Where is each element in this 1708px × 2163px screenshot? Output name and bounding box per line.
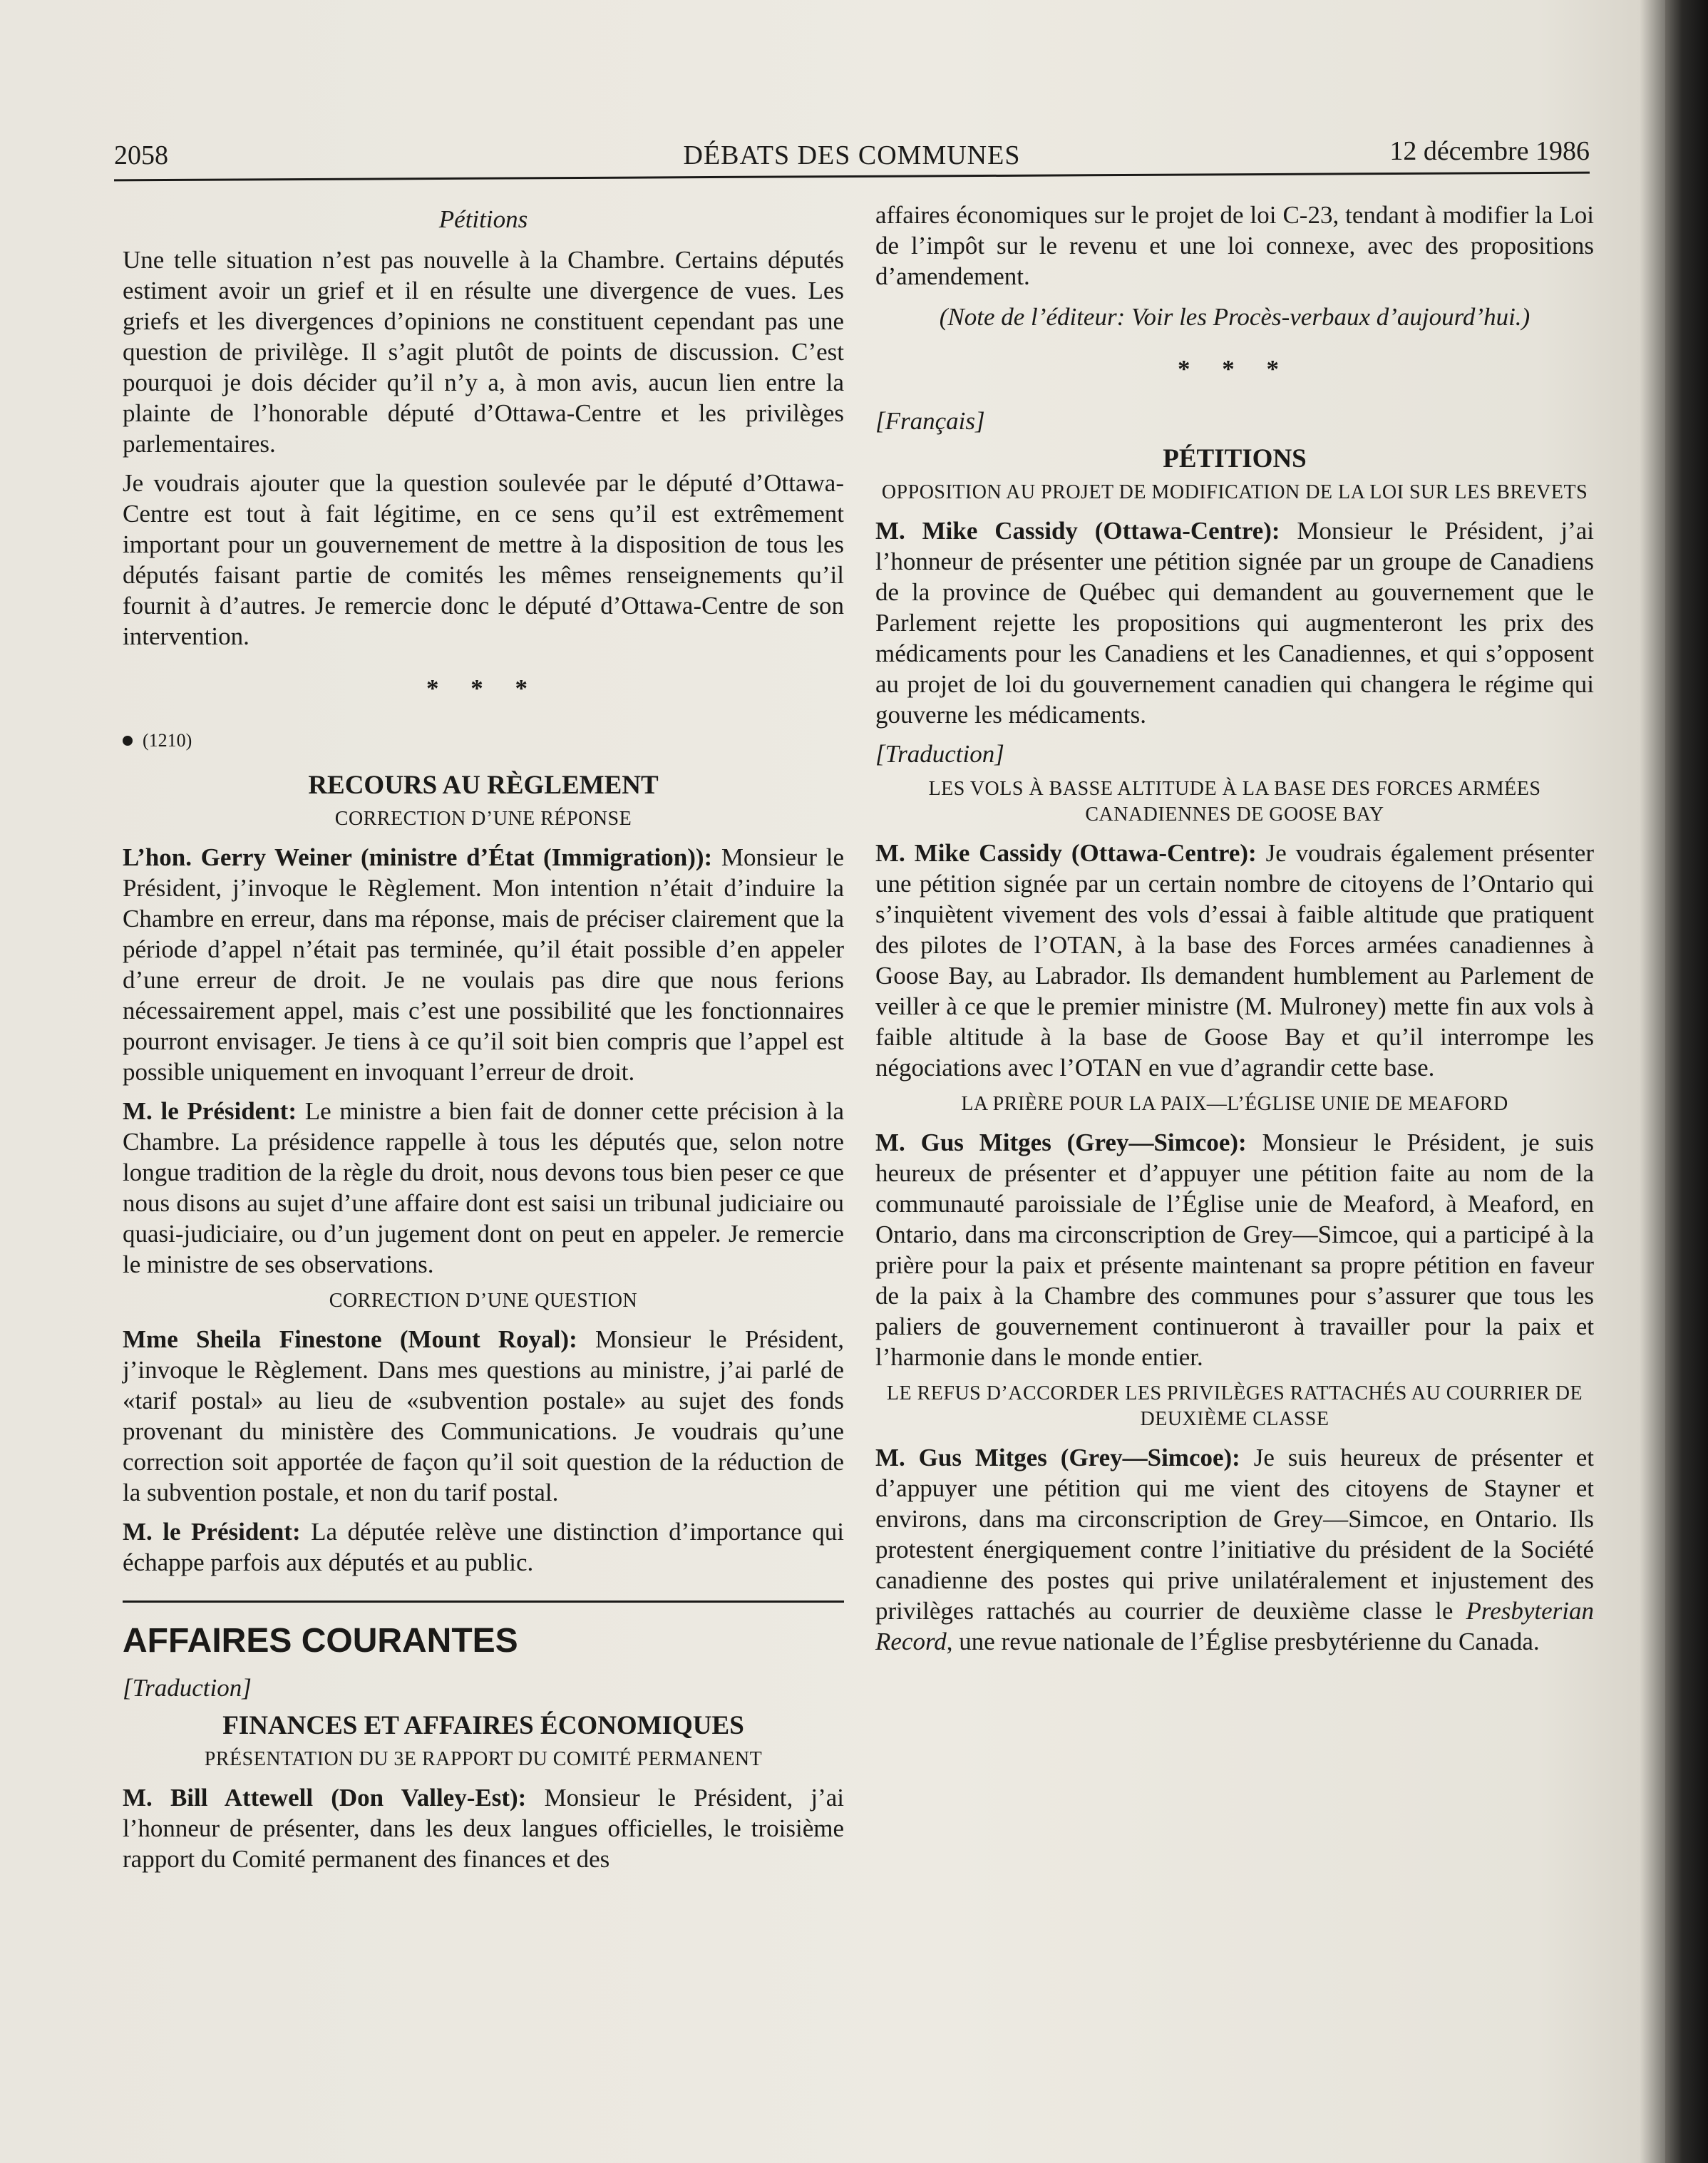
language-tag: [Traduction] bbox=[123, 1674, 252, 1702]
subsection-heading: PRÉSENTATION DU 3E RAPPORT DU COMITÉ PERMANENT bbox=[204, 1748, 763, 1770]
left-column bbox=[123, 200, 844, 1883]
publication-title: DÉBATS DES COMMUNES bbox=[683, 140, 1021, 170]
speech-text: Je suis heureux de présenter et d’appuyer une pétition qui me vient des citoyens de Stayner et environs, dans ma circonscription de Grey—Simcoe, en Ontario. Ils protestent énergiquement contre l’initiative du président de la Société canadienne des postes qui prive unilatéralement et injustement des privilèges rattachés au courrier de deuxième classe le bbox=[875, 1444, 1594, 1625]
editor-note: (Note de l’éditeur: Voir les Procès-verbaux d’aujourd’hui.) bbox=[939, 303, 1530, 331]
speech bbox=[123, 1516, 844, 1578]
speech bbox=[875, 1127, 1594, 1372]
section-heading: RECOURS AU RÈGLEMENT bbox=[308, 771, 659, 800]
bullet-dot-icon bbox=[123, 736, 133, 746]
book-spine bbox=[1665, 0, 1708, 2163]
major-heading: AFFAIRES COURANTES bbox=[123, 1622, 518, 1660]
speech-text: , une revue nationale de l’Église presbytérienne du Canada. bbox=[946, 1628, 1540, 1655]
publication-name: Presbyterian Record bbox=[875, 1597, 1595, 1655]
speaker-name: M. Bill Attewell (Don Valley-Est): bbox=[123, 1784, 527, 1812]
subsection-heading: LES VOLS À BASSE ALTITUDE À LA BASE DES FORCES ARMÉES CANADIENNES DE GOOSE BAY bbox=[928, 778, 1541, 826]
time-marker bbox=[123, 725, 844, 756]
speech bbox=[123, 1782, 844, 1874]
speaker-name: M. Gus Mitges (Grey—Simcoe): bbox=[875, 1444, 1240, 1471]
time-stamp: (1210) bbox=[143, 730, 192, 751]
speech bbox=[123, 1324, 844, 1508]
speech bbox=[875, 515, 1594, 730]
page-number: 2058 bbox=[114, 140, 168, 170]
subsection-heading: CORRECTION D’UNE RÉPONSE bbox=[334, 808, 632, 830]
section-separator: * * * bbox=[1178, 355, 1292, 383]
speech bbox=[123, 1096, 844, 1280]
speech bbox=[875, 838, 1594, 1083]
speech-text: Monsieur le Président, j’ai l’honneur de présenter une pétition signée par un groupe de Canadiens de la province de Québec qui demandent au gouvernement que le Parlement rejette les propositions qui augmenteront les prix des médicaments pour les Canadiens et les Canadiennes, et qui s’opposent au projet de loi du gouvernement canadien qui changera le régime qui gouverne les médicaments. bbox=[875, 517, 1595, 729]
language-tag: [Français] bbox=[875, 407, 985, 435]
language-tag: [Traduction] bbox=[875, 740, 1004, 768]
speech-text: Monsieur le Président, j’ai l’honneur de présenter, dans les deux langues officielles, le troisième rapport du Comité permanent des finances et des bbox=[123, 1784, 845, 1873]
speech-text: Monsieur le Président, j’invoque le Règlement. Mon intention n’était d’induire la Chambre en erreur, dans ma réponse, mais de préciser clairement que la période d’appel n’était pas terminée, qu’il était possible d’en appeler d’une erreur de droit. Je ne voulais pas dire que nous ferions nécessairement appel, mais c’est une possibilité que les fonctionnaires pourront envisager. Je tiens à ce qu’il soit bien compris que l’appel est possible uniquement en invoquant l’erreur de droit. bbox=[123, 843, 844, 1086]
speaker-name: M. le Président: bbox=[123, 1518, 301, 1546]
paragraph: affaires économiques sur le projet de loi C-23, tendant à modifier la Loi de l’impôt sur le revenu et une loi connexe, avec des propositions d’amendement. bbox=[875, 201, 1594, 290]
subsection-heading: CORRECTION D’UNE QUESTION bbox=[329, 1290, 638, 1312]
speaker-name: L’hon. Gerry Weiner (ministre d’État (Immigration)): bbox=[123, 843, 713, 871]
right-column bbox=[875, 200, 1594, 1665]
section-heading: PÉTITIONS bbox=[1163, 444, 1307, 473]
paragraph: Je voudrais ajouter que la question soulevée par le député d’Ottawa-Centre est tout à fait légitime, en ce sens qu’il est extrêmement important pour un gouvernement de mettre à la disposition de tous les députés faisant partie de comités les mêmes renseignements qu’il fournit à d’autres. Je remercie donc le député d’Ottawa-Centre de son intervention. bbox=[123, 469, 844, 650]
subsection-heading: LA PRIÈRE POUR LA PAIX—L’ÉGLISE UNIE DE MEAFORD bbox=[961, 1093, 1508, 1115]
publication-date: 12 décembre 1986 bbox=[1389, 136, 1590, 166]
speech-text: Je voudrais également présenter une pétition signée par un certain nombre de citoyens de l’Ontario qui s’inquiètent vivement des vols d’essai à faible altitude que pratiquent des pilotes de l’OTAN, à la base des Forces armées canadiennes à Goose Bay, au Labrador. Ils demandent humblement au Parlement de veiller à ce que le premier ministre (M. Mulroney) mette fin aux vols à faible altitude à la base de Goose Bay et qu’il interrompe les négociations avec l’OTAN en vue d’agrandir cette base. bbox=[875, 839, 1594, 1082]
speaker-name: M. le Président: bbox=[123, 1097, 297, 1125]
section-separator: * * * bbox=[426, 674, 540, 702]
section-heading: FINANCES ET AFFAIRES ÉCONOMIQUES bbox=[222, 1711, 744, 1740]
subsection-heading: LE REFUS D’ACCORDER LES PRIVILÈGES RATTACHÉS AU COURRIER DE DEUXIÈME CLASSE bbox=[886, 1382, 1583, 1430]
paragraph: Une telle situation n’est pas nouvelle à la Chambre. Certains députés estiment avoir un grief et il en résulte une divergence de vues. Les griefs et les divergences d’opinions ne constituent cependant pas une question de privilège. Il s’agit plutôt de points de discussion. C’est pourquoi je dois décider qu’il n’y a, à mon avis, aucun lien entre la plainte de l’honorable député d’Ottawa-Centre et les privilèges parlementaires. bbox=[123, 246, 844, 458]
running-head: Pétitions bbox=[438, 205, 528, 233]
speaker-name: M. Gus Mitges (Grey—Simcoe): bbox=[875, 1129, 1247, 1156]
page-header bbox=[114, 136, 1590, 175]
speech-text: La députée relève une distinction d’importance qui échappe parfois aux députés et au public. bbox=[123, 1518, 844, 1576]
speaker-name: M. Mike Cassidy (Ottawa-Centre): bbox=[875, 517, 1280, 545]
speaker-name: M. Mike Cassidy (Ottawa-Centre): bbox=[875, 839, 1257, 867]
section-divider bbox=[123, 1601, 844, 1603]
speech bbox=[123, 842, 844, 1087]
speech-text: Monsieur le Président, je suis heureux de présenter et d’appuyer une pétition faite au nom de la communauté paroissiale de l’Église unie de Meaford, à Meaford, en Ontario, dans ma circonscription de Grey—Simcoe, qui a participé à la prière pour la paix et présente maintenant sa propre pétition en faveur de la paix à la Chambre des communes pour s’assurer que tous les paliers de gouvernement continueront à travailler pour la paix et l’harmonie dans le monde entier. bbox=[875, 1129, 1594, 1371]
speech-text: Monsieur le Président, j’invoque le Règlement. Dans mes questions au ministre, j’ai parlé de «tarif postal» au lieu de «subvention postale» au sujet des fonds provenant du ministère des Communications. Je voudrais qu’une correction soit apportée de façon qu’il soit question de la réduction de la subvention postale, et non du tarif postal. bbox=[123, 1325, 844, 1506]
subsection-heading: OPPOSITION AU PROJET DE MODIFICATION DE LA LOI SUR LES BREVETS bbox=[881, 481, 1588, 503]
speaker-name: Mme Sheila Finestone (Mount Royal): bbox=[123, 1325, 577, 1353]
speech-text: Le ministre a bien fait de donner cette précision à la Chambre. La présidence rappelle à tous les députés que, selon notre longue tradition de la règle du droit, nous devons tous bien peser ce que nous disons au sujet d’une affaire dont est saisi un tribunal judiciaire ou quasi-judiciaire, ou d’un jugement dont on peut en appeler. Je remercie le ministre de ses observations. bbox=[123, 1097, 845, 1278]
speech bbox=[875, 1442, 1594, 1657]
